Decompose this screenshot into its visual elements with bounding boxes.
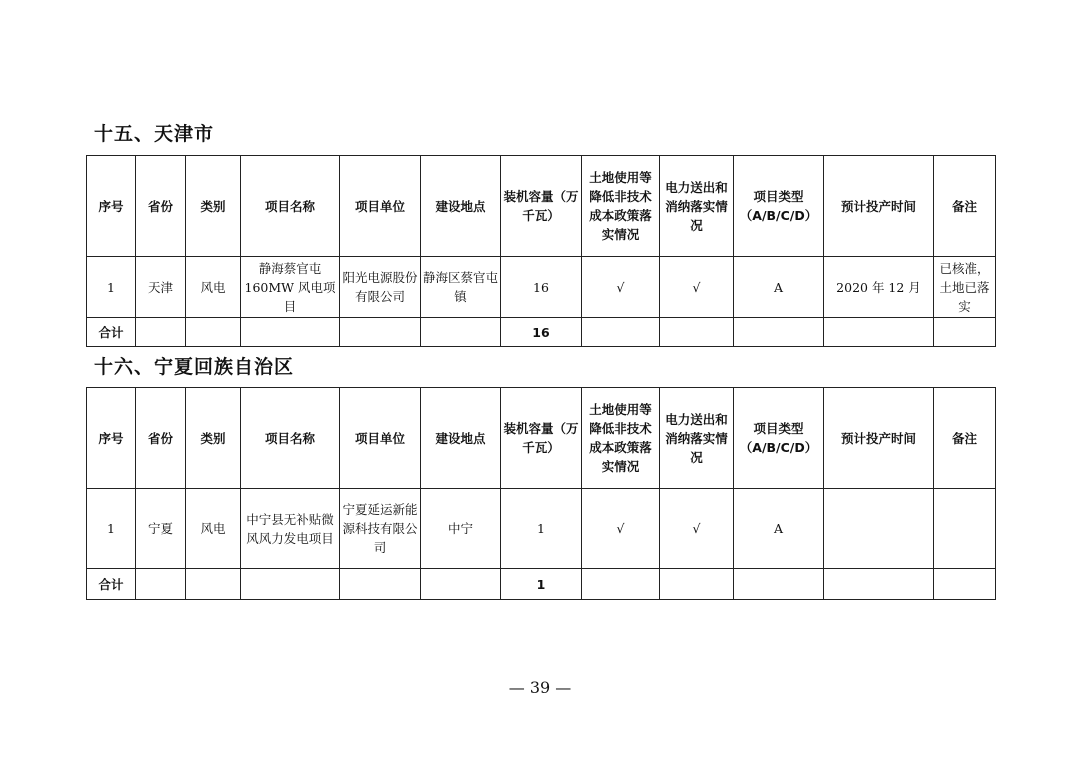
column-header-unit: 项目单位 <box>340 388 421 489</box>
column-header-capacity: 装机容量（万千瓦） <box>501 156 582 257</box>
column-header-unit: 项目单位 <box>340 156 421 257</box>
cell-category: 风电 <box>186 257 241 318</box>
cell-project-name: 静海蔡官屯160MW 风电项目 <box>241 257 340 318</box>
cell-capacity: 16 <box>501 257 582 318</box>
column-header-category: 类别 <box>186 388 241 489</box>
cell-production-time: 2020 年 12 月 <box>824 257 934 318</box>
column-header-production-time: 预计投产时间 <box>824 156 934 257</box>
column-header-project-type: 项目类型（A/B/C/D） <box>734 388 824 489</box>
cell-power-delivery: √ <box>660 489 734 569</box>
column-header-land-policy: 土地使用等降低非技术成本政策落实情况 <box>582 156 660 257</box>
cell-production-time <box>824 489 934 569</box>
cell-province: 宁夏 <box>136 489 186 569</box>
column-header-seq: 序号 <box>87 156 136 257</box>
cell-land-policy: √ <box>582 489 660 569</box>
column-header-land-policy: 土地使用等降低非技术成本政策落实情况 <box>582 388 660 489</box>
table-row <box>87 257 996 318</box>
column-header-location: 建设地点 <box>421 388 501 489</box>
total-label: 合计 <box>87 569 136 600</box>
cell-power-delivery: √ <box>660 257 734 318</box>
column-header-name: 项目名称 <box>241 388 340 489</box>
section-title-ningxia: 十六、宁夏回族自治区 <box>94 356 295 378</box>
project-table-tianjin <box>86 155 996 347</box>
cell-project-type: A <box>734 489 824 569</box>
cell-project-type: A <box>734 257 824 318</box>
table-total-row <box>87 569 996 600</box>
section-title-tianjin: 十五、天津市 <box>94 123 215 145</box>
column-header-remark: 备注 <box>934 156 996 257</box>
column-header-remark: 备注 <box>934 388 996 489</box>
column-header-seq: 序号 <box>87 388 136 489</box>
table-total-row <box>87 318 996 347</box>
total-capacity: 1 <box>501 569 582 600</box>
table-header-row <box>87 388 996 489</box>
cell-category: 风电 <box>186 489 241 569</box>
total-label: 合计 <box>87 318 136 347</box>
cell-land-policy: √ <box>582 257 660 318</box>
column-header-project-type: 项目类型（A/B/C/D） <box>734 156 824 257</box>
table-header-row <box>87 156 996 257</box>
column-header-capacity: 装机容量（万千瓦） <box>501 388 582 489</box>
cell-project-unit: 阳光电源股份有限公司 <box>340 257 421 318</box>
cell-province: 天津 <box>136 257 186 318</box>
cell-location: 静海区蔡官屯镇 <box>421 257 501 318</box>
cell-remark <box>934 489 996 569</box>
column-header-category: 类别 <box>186 156 241 257</box>
cell-seq: 1 <box>87 257 136 318</box>
cell-project-unit: 宁夏延运新能源科技有限公司 <box>340 489 421 569</box>
table-row <box>87 489 996 569</box>
cell-project-name: 中宁县无补贴微风风力发电项目 <box>241 489 340 569</box>
cell-capacity: 1 <box>501 489 582 569</box>
cell-location: 中宁 <box>421 489 501 569</box>
column-header-province: 省份 <box>136 388 186 489</box>
cell-seq: 1 <box>87 489 136 569</box>
cell-remark: 已核准，土地已落实 <box>934 257 996 318</box>
column-header-power-delivery: 电力送出和消纳落实情况 <box>660 156 734 257</box>
column-header-location: 建设地点 <box>421 156 501 257</box>
column-header-province: 省份 <box>136 156 186 257</box>
column-header-name: 项目名称 <box>241 156 340 257</box>
project-table-ningxia <box>86 387 996 600</box>
column-header-power-delivery: 电力送出和消纳落实情况 <box>660 388 734 489</box>
column-header-production-time: 预计投产时间 <box>824 388 934 489</box>
page-number: — 39 — <box>508 678 572 697</box>
total-capacity: 16 <box>501 318 582 347</box>
